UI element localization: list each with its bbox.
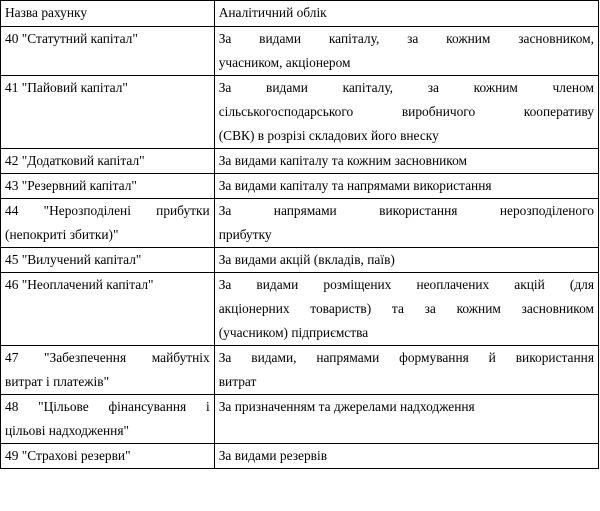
account-name: 45 "Вилучений капітал": [5, 252, 142, 267]
analytics-cell: [214, 444, 598, 469]
analytics-cell: [214, 248, 598, 273]
account-name: 43 "Резервний капітал": [5, 178, 137, 193]
account-cell: [1, 76, 215, 149]
account-cell: [1, 248, 215, 273]
analytics-text: За видами акцій (вкладів, паїв): [218, 252, 395, 267]
analytics-cell: [214, 395, 598, 444]
table-row: [1, 444, 599, 469]
table-row: [1, 149, 599, 174]
header-account-name: Назва рахунку: [1, 1, 215, 27]
header-analytics: Аналітичний облік: [214, 1, 598, 27]
analytics-text: За видами резервів: [218, 448, 328, 463]
analytics-cell: [214, 149, 598, 174]
analytics-text: витрат: [218, 374, 257, 389]
analytics-cell: [214, 199, 598, 248]
analytics-cell: [214, 76, 598, 149]
account-cell: [1, 174, 215, 199]
analytics-text: За видами розміщених неоплачених акцій (для: [218, 277, 594, 292]
account-cell: [1, 395, 215, 444]
analytics-cell: [214, 273, 598, 346]
table-row: [1, 76, 599, 149]
account-name: 44 "Нерозподілені прибутки: [5, 203, 210, 218]
account-cell: [1, 444, 215, 469]
account-cell: [1, 149, 215, 174]
analytics-text: сільськогосподарського виробничого кооперативу: [218, 104, 594, 119]
table-row: [1, 395, 599, 444]
analytics-text: За видами капіталу, за кожним членом: [218, 80, 594, 95]
analytics-text: За видами капіталу та напрямами використання: [218, 178, 492, 193]
analytics-cell: [214, 27, 598, 76]
analytics-text: За напрямами використання нерозподіленого: [218, 203, 594, 218]
account-name: 41 "Пайовий капітал": [5, 80, 128, 95]
account-name: (непокриті збитки)": [5, 227, 119, 242]
analytics-text: прибутку: [218, 227, 272, 242]
analytics-text: (СВК) в розрізі складових його внеску: [218, 128, 439, 143]
analytics-text: За призначенням та джерелами надходження: [218, 399, 475, 414]
table-row: [1, 199, 599, 248]
account-name: 40 "Статутний капітал": [5, 31, 138, 46]
analytics-cell: [214, 346, 598, 395]
account-name: 48 "Цільове фінансування і: [5, 399, 210, 414]
account-cell: [1, 346, 215, 395]
account-name: 42 "Додатковий капітал": [5, 153, 145, 168]
table-row: [1, 27, 599, 76]
account-cell: [1, 273, 215, 346]
analytics-text: акціонерних товариств) та за кожним засновником: [218, 301, 594, 316]
account-name: 46 "Неоплачений капітал": [5, 277, 154, 292]
table-row: [1, 273, 599, 346]
account-cell: [1, 199, 215, 248]
account-cell: [1, 27, 215, 76]
analytics-text: За видами капіталу та кожним засновником: [218, 153, 468, 168]
account-name: витрат і платежів": [5, 374, 110, 389]
account-name: 49 "Страхові резерви": [5, 448, 131, 463]
analytics-text: учасником, акціонером: [218, 55, 351, 70]
account-name: цільові надходження": [5, 423, 129, 438]
table-row: [1, 174, 599, 199]
analytics-text: За видами, напрямами формування й використання: [218, 350, 594, 365]
table-header-row: [1, 1, 599, 27]
account-name: 47 "Забезпечення майбутніх: [5, 350, 210, 365]
table-row: [1, 346, 599, 395]
analytics-text: (учасником) підприємства: [218, 325, 369, 340]
table-row: [1, 248, 599, 273]
analytics-text: За видами капіталу, за кожним засновником,: [218, 31, 594, 46]
analytics-cell: [214, 174, 598, 199]
